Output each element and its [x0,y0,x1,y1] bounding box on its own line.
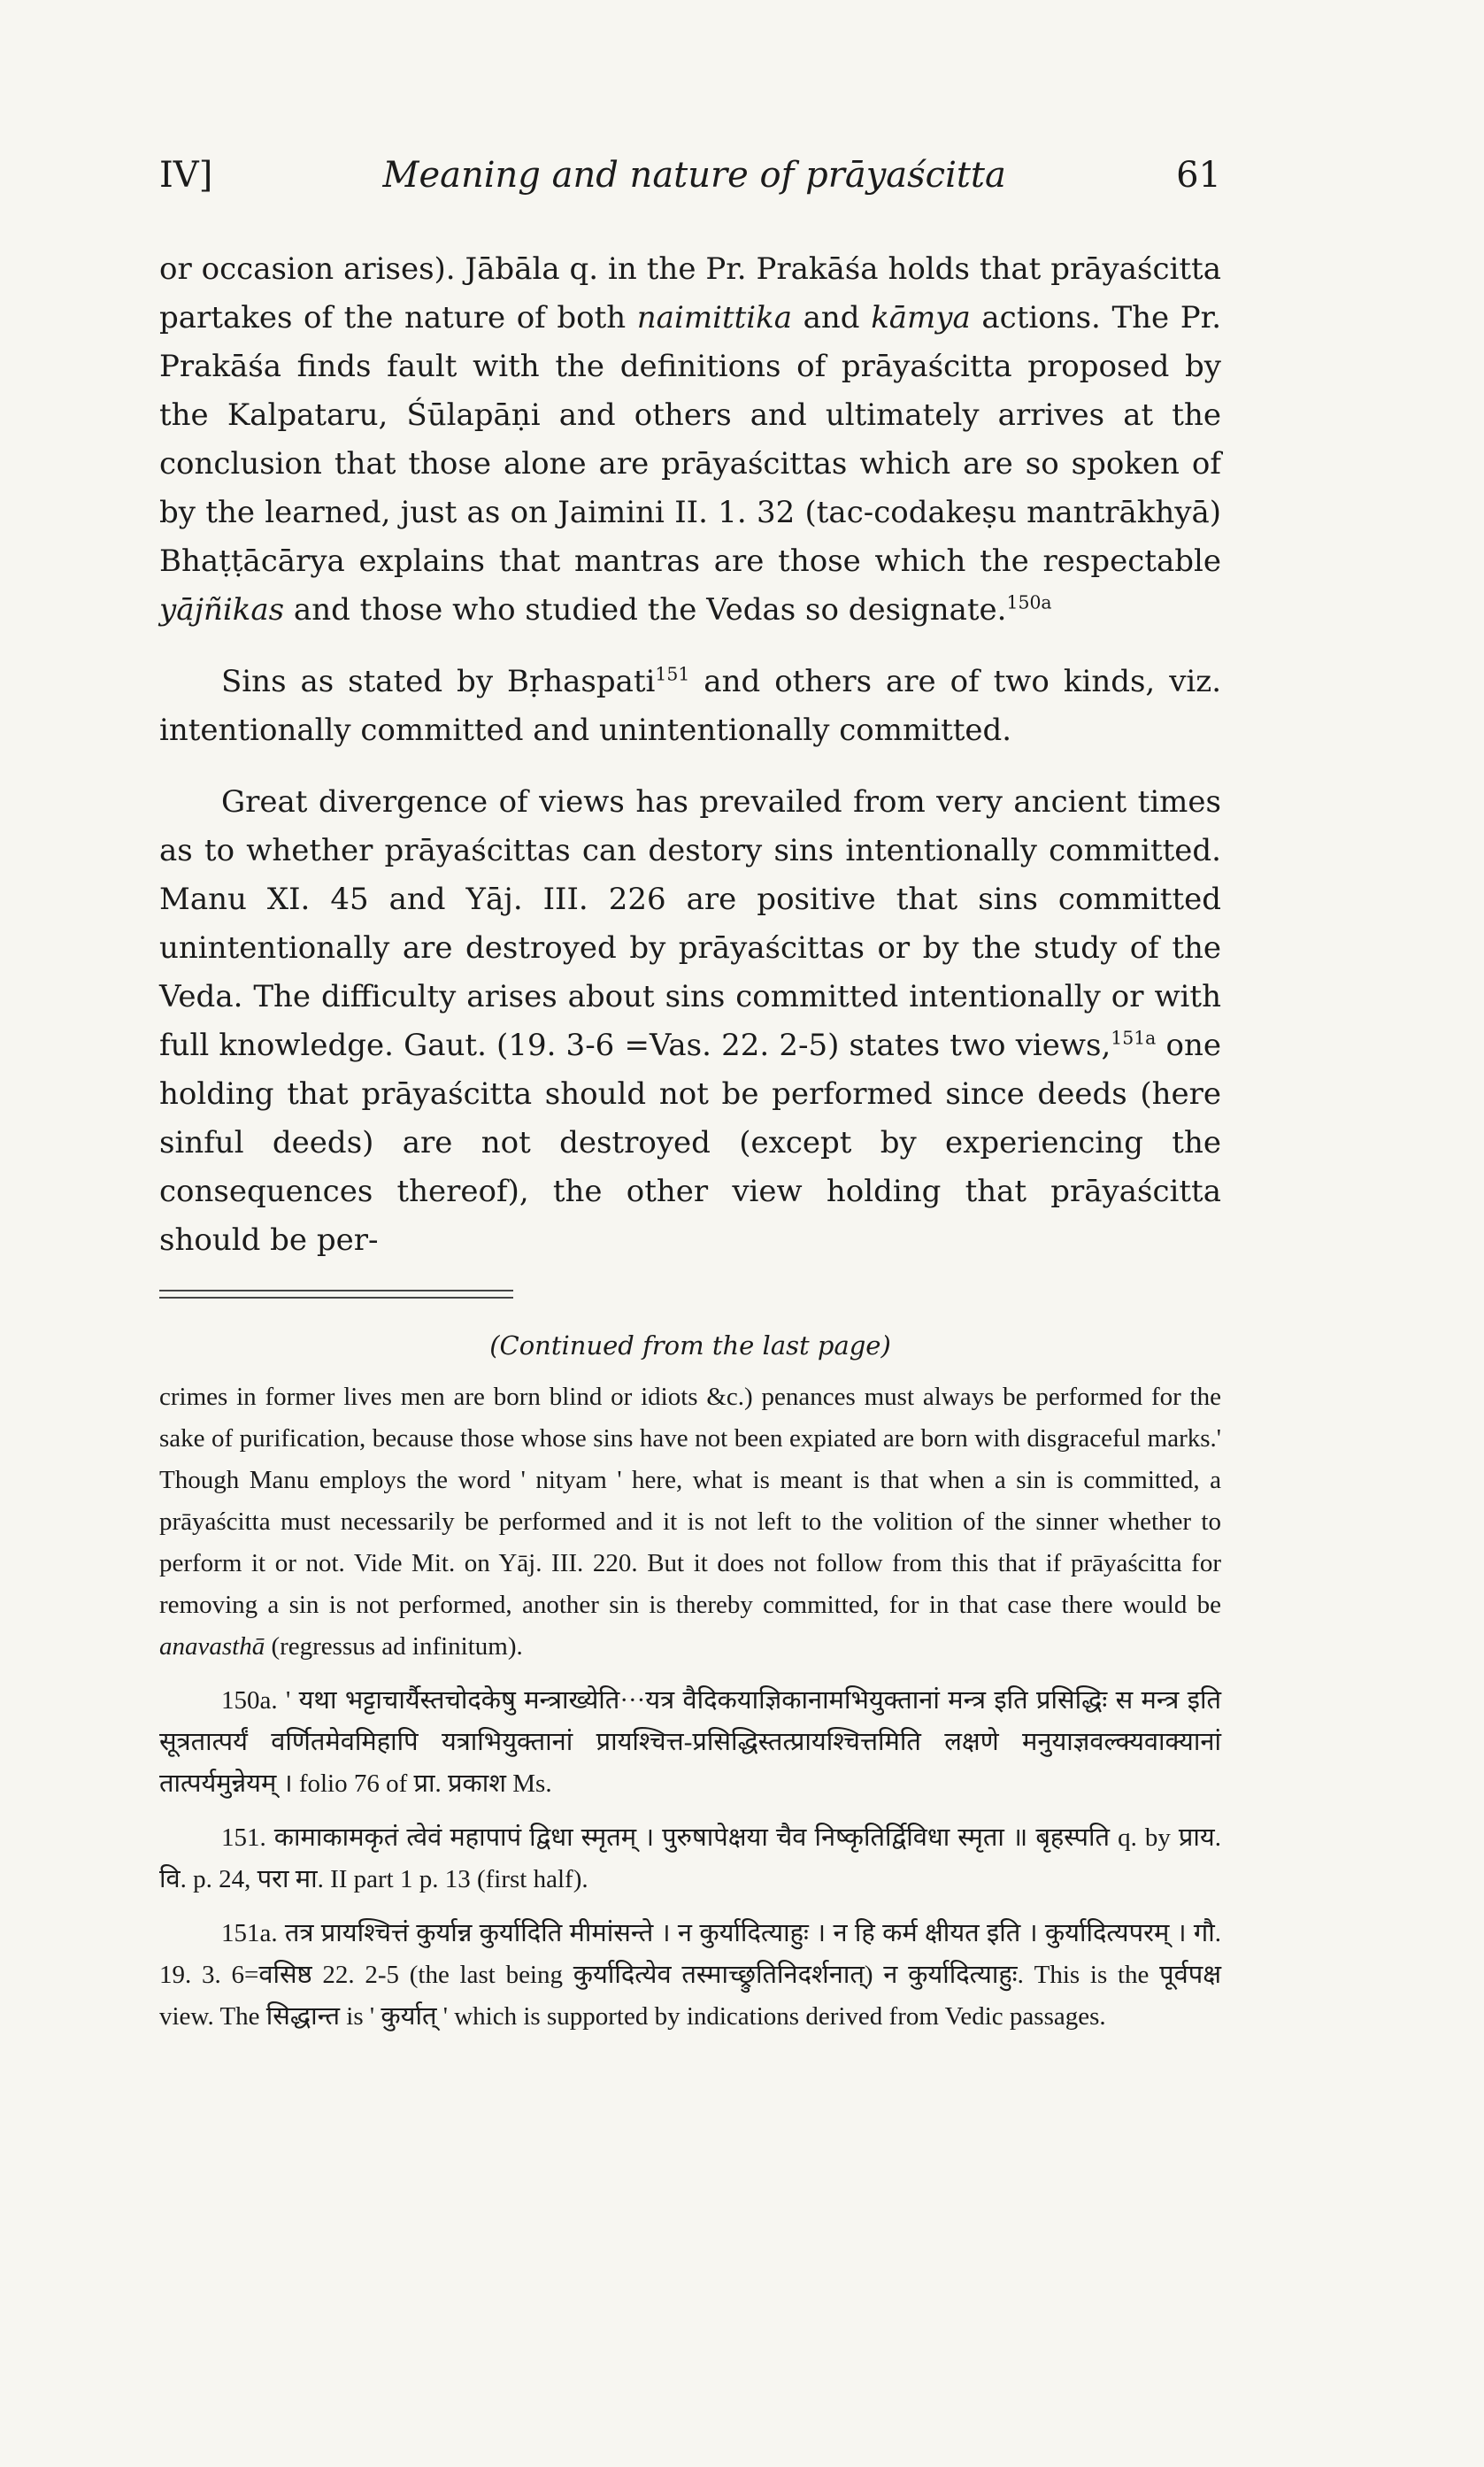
footnote-150a: 150a. ' यथा भट्टाचार्यैस्तचोदकेषु मन्त्राख्येति···यत्र वैदिकयाज्ञिकानामभियुक्तानां मन्त्र इति प्रसिद्धिः स मन्त्र इति सूत्रतात्पर्यं वर्णितमेवमिहापि यत्राभियुक्तानां प्रायश्चित्त-प्रसिद्धिस्तत्प्रायश्चित्तमिति लक्षणे मनुयाज्ञवल्क्यवाक्यानां तात्पर्यमुन्नेयम् । folio 76 of प्रा. प्रकाश Ms. [159,1686,1221,1798]
footnote-ref: 151 [655,663,690,685]
footnotes [159,1330,1221,2038]
paragraph: Sins as stated by Bṛhaspati$^{151}$ and others are of two kinds, viz. intentionally committed and unintentionally committed. [159,663,1221,748]
footnote-151: 151. कामाकामकृतं त्वेवं महापापं द्विधा स्मृतम् । पुरुषापेक्षया चैव निष्कृतिर्द्विविधा स्मृता ॥ बृहस्पति q. by प्राय. वि. p. 24, परा मा. II part 1 p. 13 (first half). [159,1823,1221,1893]
running-header [159,155,1221,196]
continued-note: (Continued from the last page) [489,1330,891,1361]
paragraph: or occasion arises). Jābāla q. in the Pr. Prakāśa holds that prāyaścitta partakes of the nature of both naimittika and kāmya actions. The Pr. Prakāśa finds fault with the definitions of prāyaścitta proposed by the Kalpataru, Śūlapāṇi and others and ultimately arrives at the conclusion that those alone are prāyaścittas which are so spoken of by the learned, just as on Jaimini II. 1. 32 (tac-codakeṣu mantrākhyā) Bhaṭṭācārya explains that mantras are those which the respectable yājñikas and those who studied the Vedas so designate.$^{150a}$ [159,251,1221,628]
book-page [159,155,1221,2050]
footnote-continued: crimes in former lives men are born blind or idiots &c.) penances must always be performed for the sake of purification, because those whose sins have not been expiated are born with disgraceful marks.' Though Manu employs the word ' nityam ' here, what is meant is that when a sin is committed, a prāyaścitta must necessarily be performed and it is not left to the volition of the sinner whether to perform it or not. Vide Mit. on Yāj. III. 220. But it does not follow from this that if prāyaścitta for removing a sin is not performed, another sin is thereby committed, for in that case there would be anavasthā (regressus ad infinitum). [159,1383,1221,1661]
footnote-151a: 151a. तत्र प्रायश्चित्तं कुर्यान्न कुर्यादिति मीमांसन्ते । न कुर्यादित्याहुः । न हि कर्म क्षीयत इति । कुर्यादित्यपरम् । गौ. 19. 3. 6=वसिष्ठ 22. 2-5 (the last being कुर्यादित्येव तस्माच्छ्रुतिनिदर्शनात्) न कुर्यादित्याहुः. This is the पूर्वपक्ष view. The सिद्धान्त is ' कुर्यात् ' which is supported by indications derived from Vedic passages. [159,1919,1221,2031]
page-number: 61 [1176,155,1221,196]
main-text [159,245,1221,1265]
footnote-divider [159,1290,513,1299]
paragraph: Great divergence of views has prevailed from very ancient times as to whether prāyaścittas can destory sins intentionally committed. Manu XI. 45 and Yāj. III. 226 are positive that sins committed unintentionally are destroyed by prāyaścittas or by the study of the Veda. The difficulty arises about sins committed intentionally or with full knowledge. Gaut. (19. 3-6 =Vas. 22. 2-5) states two views,$^{151a}$ one holding that prāyaścitta should not be performed since deeds (here sinful deeds) are not destroyed (except by experiencing the consequences thereof), the other view holding that prāyaścitta should be per- [159,784,1221,1258]
footnote-ref: 151a [1111,1027,1157,1049]
running-title: Meaning and nature of prāyaścitta [382,155,1006,196]
chapter-number: IV] [159,155,213,196]
footnote-ref: 150a [1006,591,1052,613]
